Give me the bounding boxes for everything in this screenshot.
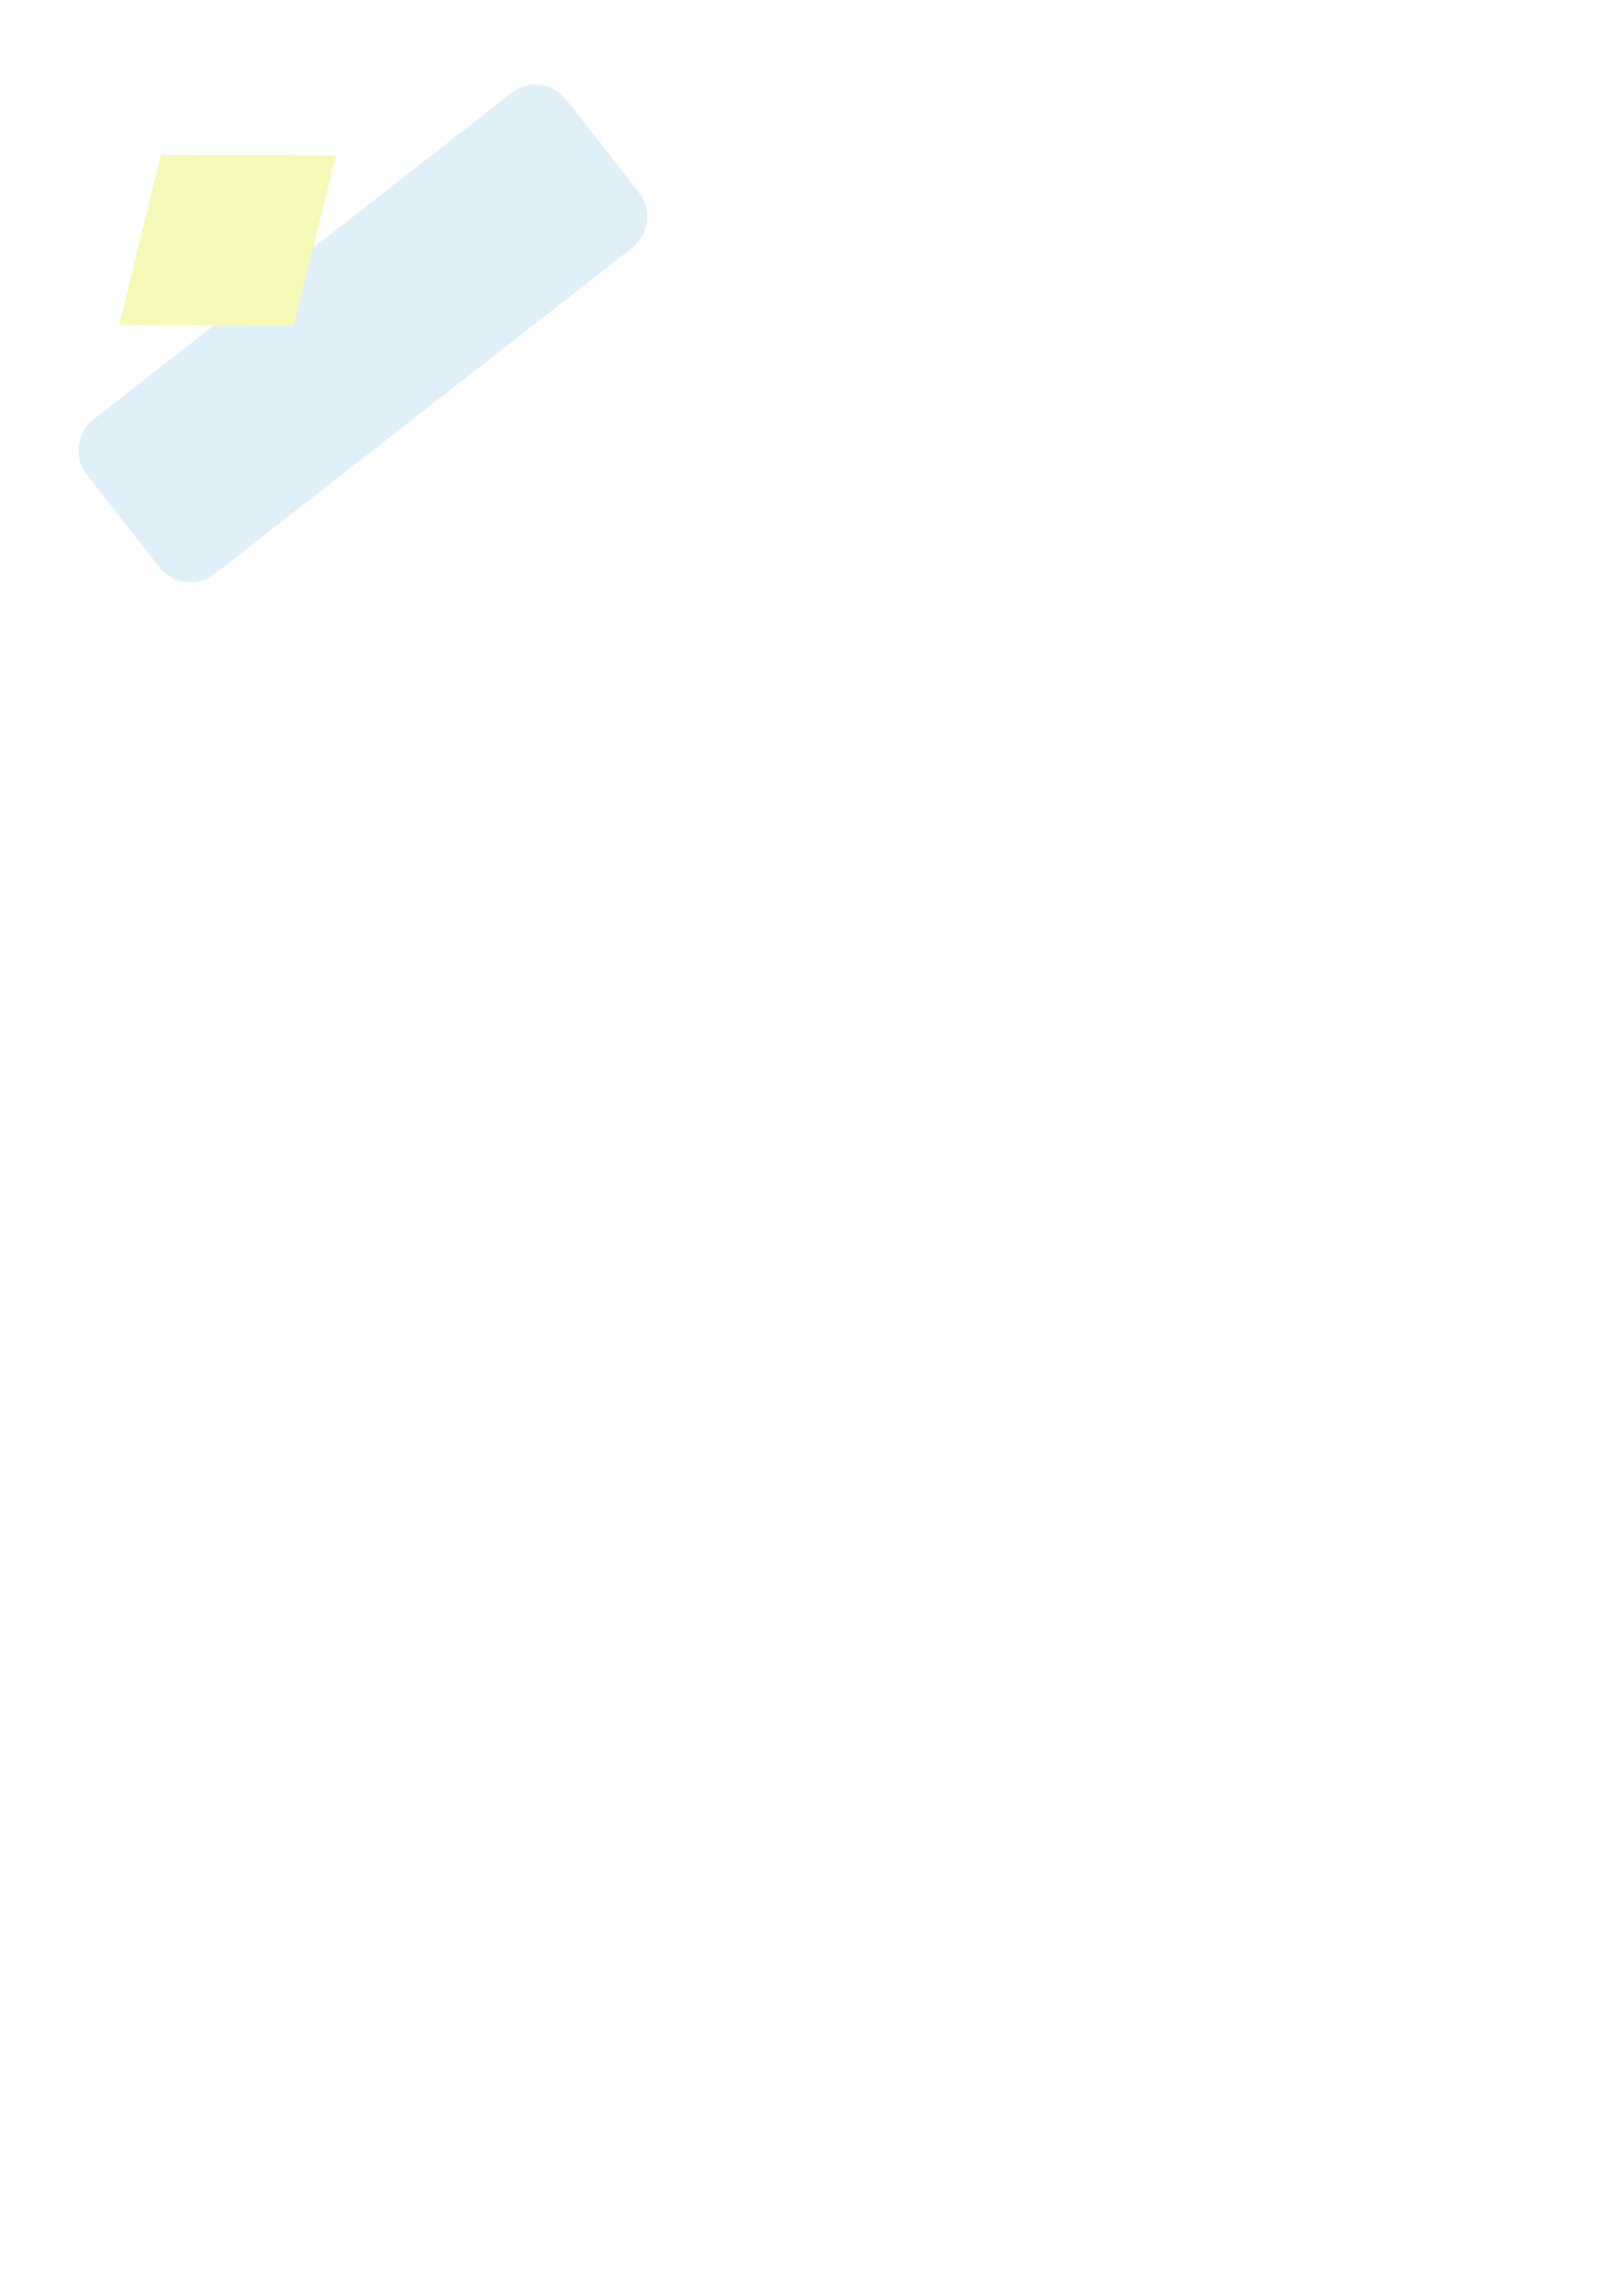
watermark-band <box>63 69 664 598</box>
watermark-diamond <box>53 71 403 410</box>
watermark-logo <box>29 59 717 609</box>
